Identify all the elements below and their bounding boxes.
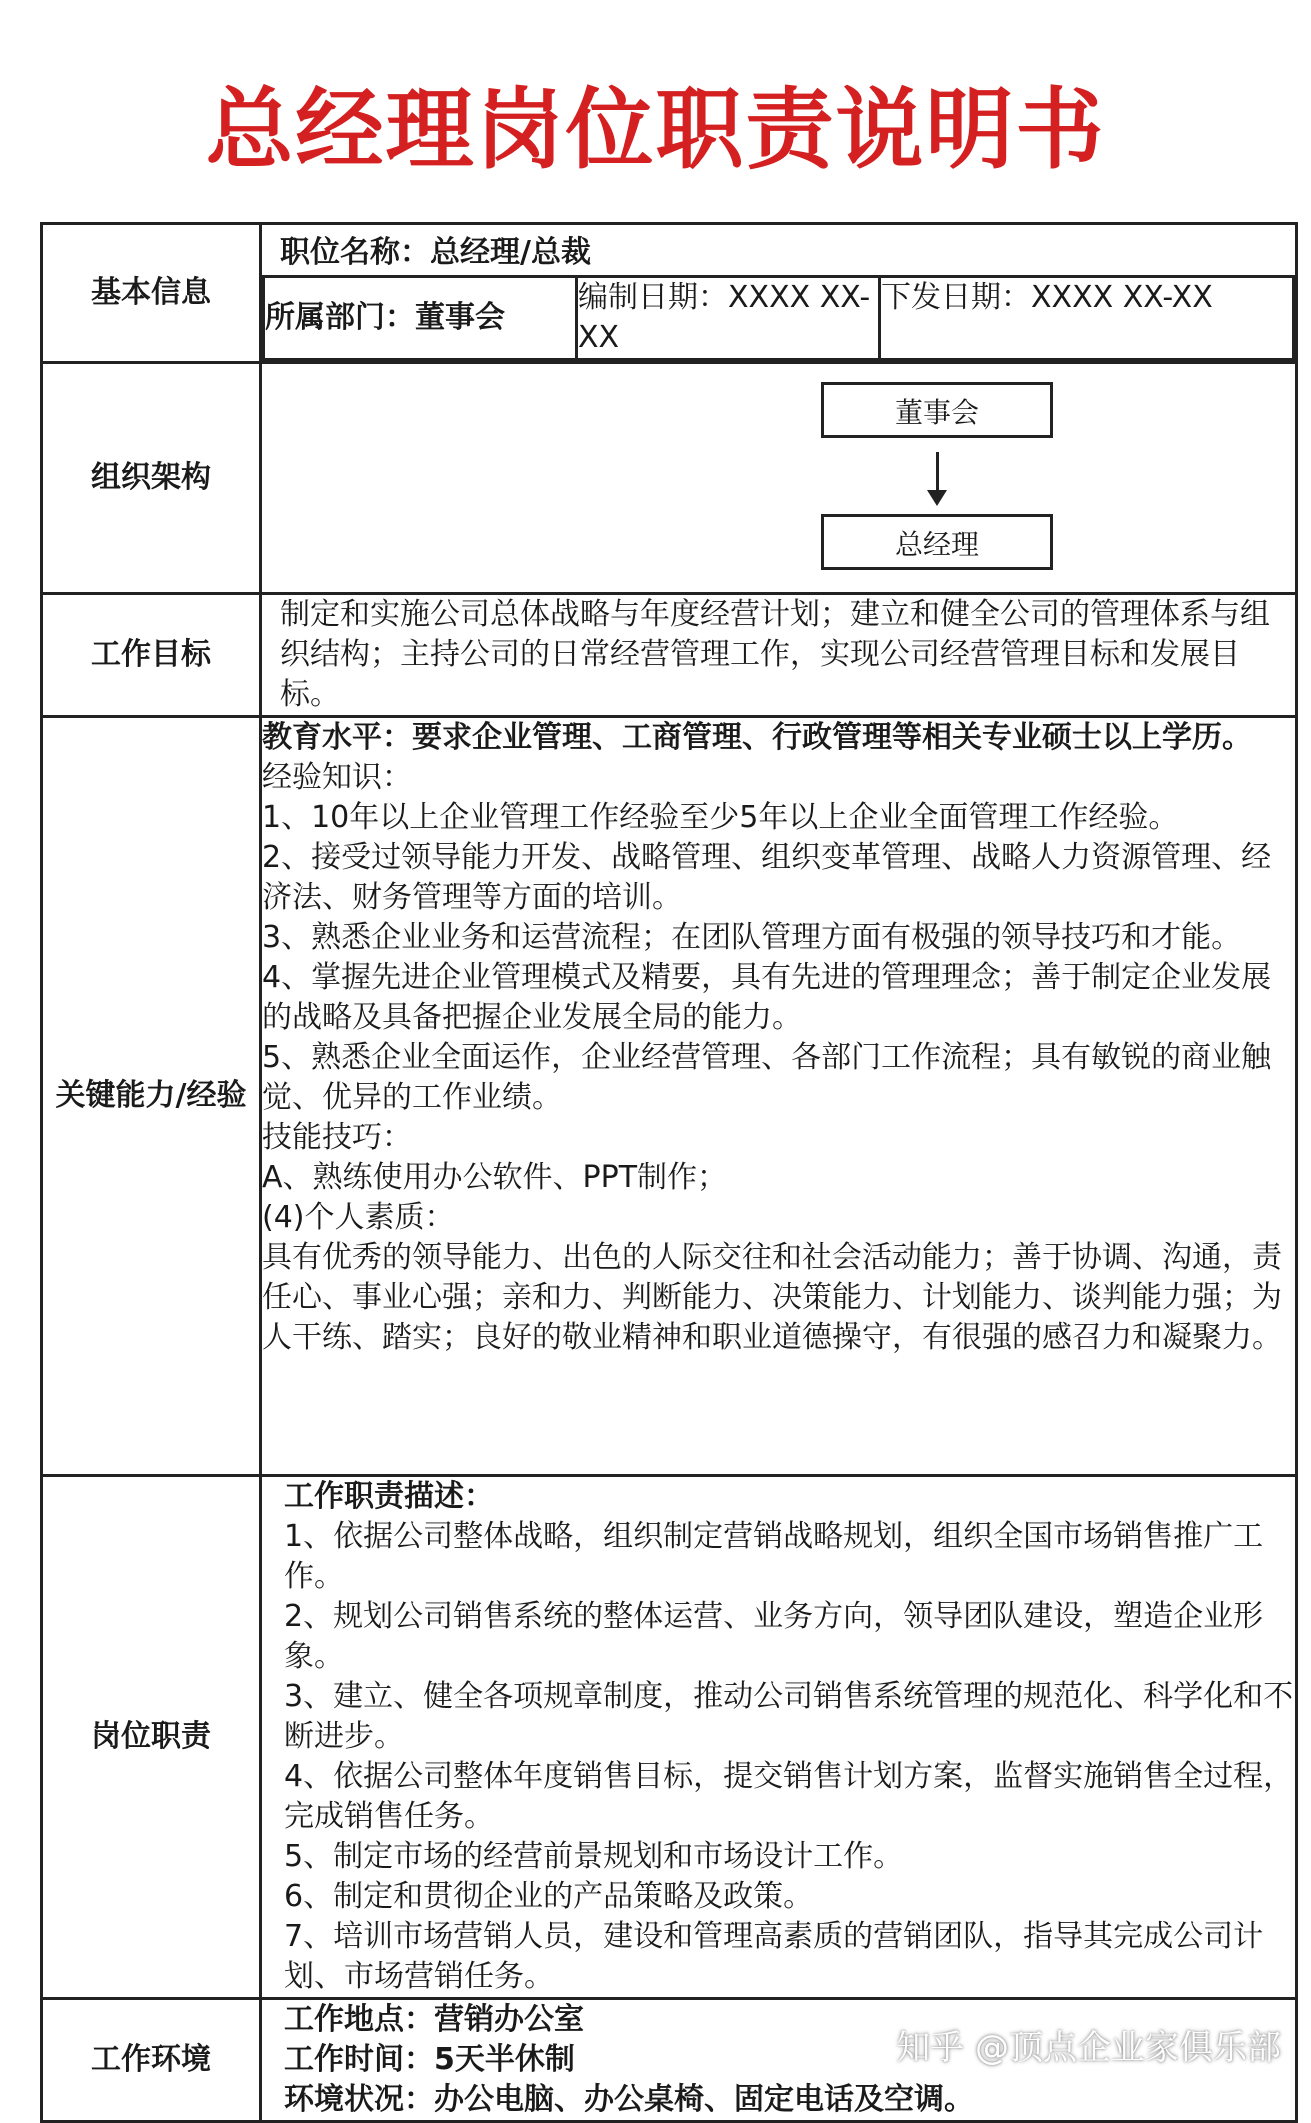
row-key-abilities — [42, 717, 1297, 1476]
arrow-down-icon — [927, 490, 947, 506]
duty-line: 4、依据公司整体年度销售目标，提交销售计划方案，监督实施销售全过程，完成销售任务。 — [284, 1759, 1294, 1834]
label-environment: 工作环境 — [42, 1999, 261, 2122]
duties-content — [261, 1476, 1297, 1999]
row-basic-info — [42, 224, 1297, 363]
ability-line: 教育水平：要求企业管理、工商管理、行政管理等相关专业硕士以上学历。 — [262, 720, 1252, 755]
ability-line: 经验知识： — [262, 760, 412, 795]
key-abilities-content — [261, 717, 1297, 1476]
duty-line: 工作职责描述： — [284, 1479, 494, 1514]
department: 所属部门：董事会 — [264, 277, 577, 360]
ability-line: 技能技巧： — [262, 1120, 412, 1155]
issued-date: 下发日期：XXXX XX-XX — [880, 277, 1294, 360]
environment-line: 环境状况：办公电脑、办公桌椅、固定电话及空调。 — [284, 2082, 974, 2117]
prepared-date: 编制日期：XXXX XX-XX — [577, 277, 880, 360]
zhihu-watermark: 知乎 @顶点企业家俱乐部 — [896, 2028, 1281, 2068]
ability-line: A、熟练使用办公软件、PPT制作； — [262, 1160, 728, 1195]
org-box-general-manager: 总经理 — [821, 514, 1053, 570]
label-duties: 岗位职责 — [42, 1476, 261, 1999]
job-description-table — [40, 222, 1298, 2123]
duty-line: 2、规划公司销售系统的整体运营、业务方向，领导团队建设，塑造企业形象。 — [284, 1599, 1264, 1674]
environment-line: 工作时间：5天半休制 — [284, 2042, 575, 2077]
org-box-board: 董事会 — [821, 382, 1053, 438]
basic-info-subtable — [262, 275, 1295, 361]
basic-info-content — [261, 224, 1297, 363]
ability-line: 5、熟悉企业全面运作，企业经营管理、各部门工作流程；具有敏锐的商业触觉、优异的工作业绩。 — [262, 1040, 1272, 1115]
ability-line: 具有优秀的领导能力、出色的人际交往和社会活动能力；善于协调、沟通，责任心、事业心强；亲和力、判断能力、决策能力、计划能力、谈判能力强；为人干练、踏实；良好的敬业精神和职业道德操守，有很强的感召力和凝聚力。 — [262, 1240, 1282, 1355]
ability-line: (4)个人素质： — [262, 1200, 455, 1235]
row-org-structure — [42, 363, 1297, 594]
ability-line: 1、10年以上企业管理工作经验至少5年以上企业全面管理工作经验。 — [262, 800, 1179, 835]
label-org-structure: 组织架构 — [42, 363, 261, 594]
duty-line: 6、制定和贯彻企业的产品策略及政策。 — [284, 1879, 814, 1914]
duty-line: 1、依据公司整体战略，组织制定营销战略规划，组织全国市场销售推广工作。 — [284, 1519, 1264, 1594]
label-basic-info: 基本信息 — [42, 224, 261, 363]
document-title: 总经理岗位职责说明书 — [205, 78, 1106, 181]
org-chart — [261, 363, 1297, 594]
label-key-abilities: 关键能力/经验 — [42, 717, 261, 1476]
ability-line: 2、接受过领导能力开发、战略管理、组织变革管理、战略人力资源管理、经济法、财务管理等方面的培训。 — [262, 840, 1272, 915]
duty-line: 3、建立、健全各项规章制度，推动公司销售系统管理的规范化、科学化和不断进步。 — [284, 1679, 1294, 1754]
row-work-goal — [42, 594, 1297, 717]
label-work-goal: 工作目标 — [42, 594, 261, 717]
duty-line: 7、培训市场营销人员，建设和管理高素质的营销团队，指导其完成公司计划、市场营销任务。 — [284, 1919, 1264, 1994]
ability-line: 3、熟悉企业业务和运营流程；在团队管理方面有极强的领导技巧和才能。 — [262, 920, 1242, 955]
ability-line: 4、掌握先进企业管理模式及精要，具有先进的管理理念；善于制定企业发展的战略及具备把握企业发展全局的能力。 — [262, 960, 1272, 1035]
work-goal-text: 制定和实施公司总体战略与年度经营计划；建立和健全公司的管理体系与组织结构；主持公司的日常经营管理工作，实现公司经营管理目标和发展目标。 — [261, 594, 1297, 717]
duty-line: 5、制定市场的经营前景规划和市场设计工作。 — [284, 1839, 904, 1874]
position-name: 职位名称：总经理/总裁 — [280, 235, 591, 270]
environment-line: 工作地点：营销办公室 — [284, 2002, 584, 2037]
row-duties — [42, 1476, 1297, 1999]
